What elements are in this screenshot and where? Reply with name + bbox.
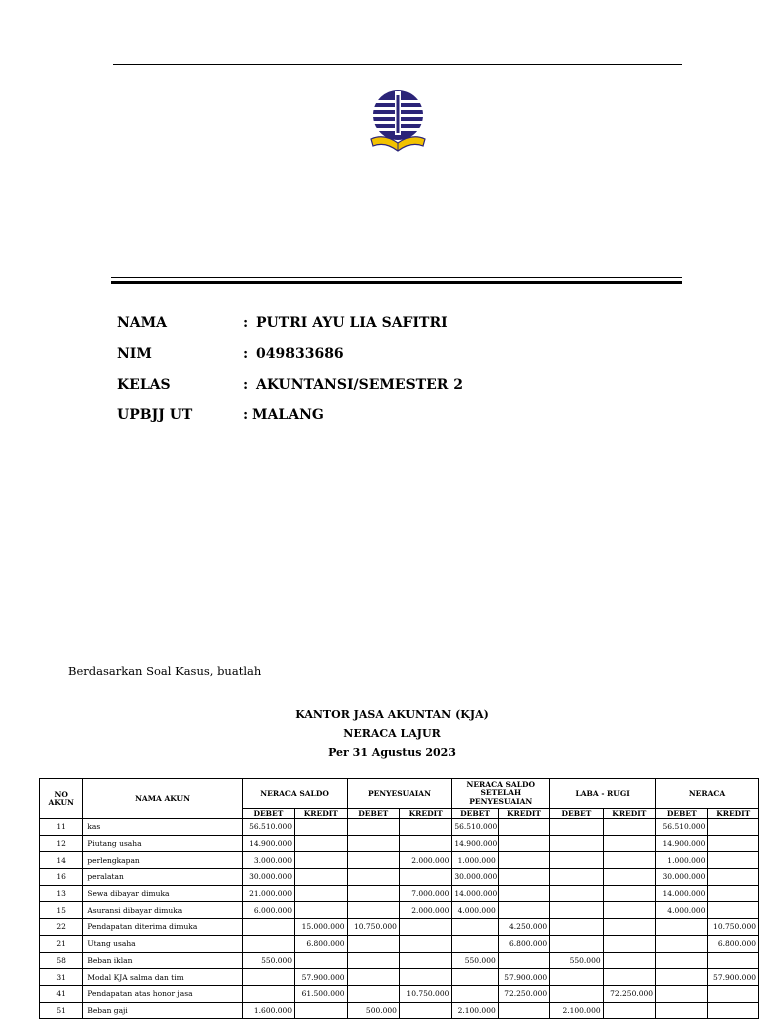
cell-amount: [656, 935, 708, 952]
cell-account-name: Pendapatan atas honor jasa: [83, 985, 242, 1002]
identity-label: NAMA: [117, 315, 168, 331]
cell-amount: 21.000.000: [242, 885, 294, 902]
cell-amount: [347, 835, 399, 852]
cell-amount: 30.000.000: [656, 869, 708, 886]
cell-amount: 4.000.000: [656, 902, 708, 919]
col-header-neraca: NERACA: [656, 779, 759, 809]
cell-amount: [347, 885, 399, 902]
cell-amount: 1.000.000: [452, 852, 498, 869]
cell-account-name: Asuransi dibayar dimuka: [83, 902, 242, 919]
cell-amount: [603, 885, 655, 902]
col-header-debet: DEBET: [550, 809, 603, 819]
cell-amount: [708, 952, 759, 969]
identity-value: PUTRI AYU LIA SAFITRI: [256, 315, 448, 331]
cell-account-name: Sewa dibayar dimuka: [83, 885, 242, 902]
cell-account-name: Beban iklan: [83, 952, 242, 969]
cell-amount: [347, 952, 399, 969]
cell-amount: [708, 902, 759, 919]
cell-amount: [295, 835, 347, 852]
col-header-debet: DEBET: [347, 809, 399, 819]
university-logo: [368, 89, 428, 153]
cell-account-no: 11: [40, 819, 83, 836]
divider-thick: [111, 281, 682, 284]
table-row: [40, 869, 759, 886]
cell-amount: [452, 935, 498, 952]
identity-value: 049833686: [256, 346, 344, 362]
cell-amount: 14.000.000: [656, 885, 708, 902]
cell-account-no: 14: [40, 852, 83, 869]
cell-amount: 6.800.000: [498, 935, 549, 952]
cell-amount: [347, 969, 399, 986]
identity-value: AKUNTANSI/SEMESTER 2: [256, 377, 464, 393]
table-row: [40, 835, 759, 852]
cell-amount: 6.800.000: [708, 935, 759, 952]
cell-amount: [295, 869, 347, 886]
identity-colon: :: [243, 346, 249, 362]
cell-account-name: Beban gaji: [83, 1002, 242, 1019]
table-row: [40, 919, 759, 936]
cell-amount: [399, 835, 451, 852]
cell-amount: [550, 919, 603, 936]
cell-amount: [656, 1002, 708, 1019]
report-title: NERACA LAJUR: [343, 727, 441, 740]
col-header-penyesuaian: PENYESUAIAN: [347, 779, 452, 809]
cell-amount: [550, 819, 603, 836]
cell-amount: [399, 819, 451, 836]
cell-amount: [656, 969, 708, 986]
cell-account-name: Modal KJA salma dan tim: [83, 969, 242, 986]
cell-amount: 14.900.000: [452, 835, 498, 852]
cell-account-no: 31: [40, 969, 83, 986]
cell-amount: 72.250.000: [498, 985, 549, 1002]
divider-thin: [111, 277, 682, 278]
cell-amount: [295, 902, 347, 919]
cell-account-no: 41: [40, 985, 83, 1002]
col-header-no-akun: NO AKUN: [40, 779, 83, 819]
cell-account-no: 13: [40, 885, 83, 902]
cell-amount: 6.000.000: [242, 902, 294, 919]
cell-amount: 15.000.000: [295, 919, 347, 936]
cell-account-no: 21: [40, 935, 83, 952]
cell-amount: [603, 969, 655, 986]
cell-amount: 10.750.000: [708, 919, 759, 936]
cell-amount: 14.000.000: [452, 885, 498, 902]
cell-amount: 500.000: [347, 1002, 399, 1019]
cell-amount: [603, 852, 655, 869]
table-row: [40, 969, 759, 986]
cell-amount: [399, 935, 451, 952]
table-body: [40, 819, 759, 1019]
table-row: [40, 902, 759, 919]
col-header-debet: DEBET: [242, 809, 294, 819]
cell-amount: [603, 819, 655, 836]
cell-amount: [295, 885, 347, 902]
cell-amount: [347, 869, 399, 886]
instruction-text: Berdasarkan Soal Kasus, buatlah: [68, 664, 262, 678]
cell-amount: 3.000.000: [242, 852, 294, 869]
cell-amount: 2.000.000: [399, 852, 451, 869]
cell-amount: 1.600.000: [242, 1002, 294, 1019]
cell-amount: 2.100.000: [452, 1002, 498, 1019]
cell-amount: 4.000.000: [452, 902, 498, 919]
cell-amount: [452, 985, 498, 1002]
cell-amount: [498, 952, 549, 969]
cell-amount: [295, 819, 347, 836]
col-header-debet: DEBET: [656, 809, 708, 819]
cell-amount: [550, 969, 603, 986]
cell-account-name: peralatan: [83, 869, 242, 886]
cell-amount: [498, 885, 549, 902]
cell-amount: 2.000.000: [399, 902, 451, 919]
table-row: [40, 819, 759, 836]
col-header-neraca-saldo: NERACA SALDO: [242, 779, 347, 809]
cell-amount: [399, 969, 451, 986]
cell-amount: [452, 969, 498, 986]
cell-amount: 10.750.000: [347, 919, 399, 936]
cell-amount: [452, 919, 498, 936]
cell-amount: 6.800.000: [295, 935, 347, 952]
col-header-debet: DEBET: [452, 809, 498, 819]
cell-amount: 57.900.000: [498, 969, 549, 986]
top-rule: [113, 64, 682, 65]
cell-amount: 1.000.000: [656, 852, 708, 869]
cell-amount: [603, 835, 655, 852]
cell-account-no: 12: [40, 835, 83, 852]
cell-amount: [399, 952, 451, 969]
cell-amount: [603, 869, 655, 886]
cell-amount: [347, 852, 399, 869]
cell-amount: [656, 952, 708, 969]
identity-colon: :: [243, 315, 249, 331]
cell-amount: [603, 935, 655, 952]
cell-amount: [498, 869, 549, 886]
cell-amount: [242, 935, 294, 952]
report-period: Per 31 Agustus 2023: [328, 746, 456, 759]
cell-amount: [708, 1002, 759, 1019]
cell-amount: [347, 935, 399, 952]
col-header-kredit: KREDIT: [295, 809, 347, 819]
cell-amount: 30.000.000: [242, 869, 294, 886]
cell-amount: [550, 935, 603, 952]
cell-amount: 57.900.000: [295, 969, 347, 986]
cell-amount: [295, 1002, 347, 1019]
table-row: [40, 935, 759, 952]
identity-label: UPBJJ UT: [117, 407, 193, 423]
cell-amount: 4.250.000: [498, 919, 549, 936]
cell-amount: [708, 869, 759, 886]
cell-amount: [708, 819, 759, 836]
identity-value: MALANG: [252, 407, 324, 423]
table-row: [40, 852, 759, 869]
cell-amount: [347, 985, 399, 1002]
cell-amount: [498, 852, 549, 869]
cell-account-name: perlengkapan: [83, 852, 242, 869]
cell-account-no: 58: [40, 952, 83, 969]
cell-amount: 7.000.000: [399, 885, 451, 902]
cell-account-no: 15: [40, 902, 83, 919]
cell-account-no: 22: [40, 919, 83, 936]
cell-amount: [550, 852, 603, 869]
cell-amount: [603, 1002, 655, 1019]
cell-amount: [550, 869, 603, 886]
cell-amount: 57.900.000: [708, 969, 759, 986]
cell-account-name: Piutang usaha: [83, 835, 242, 852]
worksheet-table: [39, 778, 759, 1019]
cell-amount: 30.000.000: [452, 869, 498, 886]
cell-amount: [550, 985, 603, 1002]
cell-amount: 56.510.000: [656, 819, 708, 836]
cell-amount: 550.000: [242, 952, 294, 969]
identity-colon: :: [243, 407, 249, 423]
cell-amount: [708, 885, 759, 902]
cell-amount: [550, 885, 603, 902]
cell-amount: [295, 952, 347, 969]
cell-amount: [242, 985, 294, 1002]
cell-amount: [242, 919, 294, 936]
cell-amount: [603, 902, 655, 919]
col-header-kredit: KREDIT: [708, 809, 759, 819]
cell-amount: 550.000: [550, 952, 603, 969]
cell-amount: [708, 852, 759, 869]
cell-amount: [708, 985, 759, 1002]
table-row: [40, 885, 759, 902]
cell-amount: [399, 919, 451, 936]
cell-amount: [498, 819, 549, 836]
identity-colon: :: [243, 377, 249, 393]
cell-amount: [603, 919, 655, 936]
cell-amount: [656, 919, 708, 936]
col-header-kredit: KREDIT: [603, 809, 655, 819]
cell-amount: 56.510.000: [242, 819, 294, 836]
cell-amount: [498, 1002, 549, 1019]
table-row: [40, 952, 759, 969]
identity-label: NIM: [117, 346, 152, 362]
col-header-laba-rugi: LABA - RUGI: [550, 779, 656, 809]
cell-amount: [708, 835, 759, 852]
cell-amount: [603, 952, 655, 969]
identity-label: KELAS: [117, 377, 171, 393]
cell-amount: [656, 985, 708, 1002]
cell-account-name: kas: [83, 819, 242, 836]
col-header-kredit: KREDIT: [399, 809, 451, 819]
cell-account-name: Utang usaha: [83, 935, 242, 952]
cell-amount: [347, 819, 399, 836]
cell-amount: 56.510.000: [452, 819, 498, 836]
report-company: KANTOR JASA AKUNTAN (KJA): [295, 708, 489, 721]
cell-amount: [242, 969, 294, 986]
cell-amount: [399, 869, 451, 886]
cell-amount: [399, 1002, 451, 1019]
cell-amount: [550, 835, 603, 852]
cell-amount: [498, 835, 549, 852]
col-header-kredit: KREDIT: [498, 809, 549, 819]
cell-amount: 72.250.000: [603, 985, 655, 1002]
col-header-nsp: NERACA SALDO SETELAH PENYESUAIAN: [452, 779, 550, 809]
cell-amount: [347, 902, 399, 919]
col-header-nama-akun: NAMA AKUN: [83, 779, 242, 819]
cell-amount: 2.100.000: [550, 1002, 603, 1019]
cell-account-no: 16: [40, 869, 83, 886]
table-row: [40, 1002, 759, 1019]
cell-account-name: Pendapatan diterima dimuka: [83, 919, 242, 936]
cell-amount: [295, 852, 347, 869]
cell-amount: 550.000: [452, 952, 498, 969]
cell-account-no: 51: [40, 1002, 83, 1019]
table-row: [40, 985, 759, 1002]
cell-amount: 61.500.000: [295, 985, 347, 1002]
cell-amount: 14.900.000: [242, 835, 294, 852]
table-header-row: [40, 779, 759, 809]
cell-amount: [498, 902, 549, 919]
cell-amount: [550, 902, 603, 919]
cell-amount: 10.750.000: [399, 985, 451, 1002]
cell-amount: 14.900.000: [656, 835, 708, 852]
